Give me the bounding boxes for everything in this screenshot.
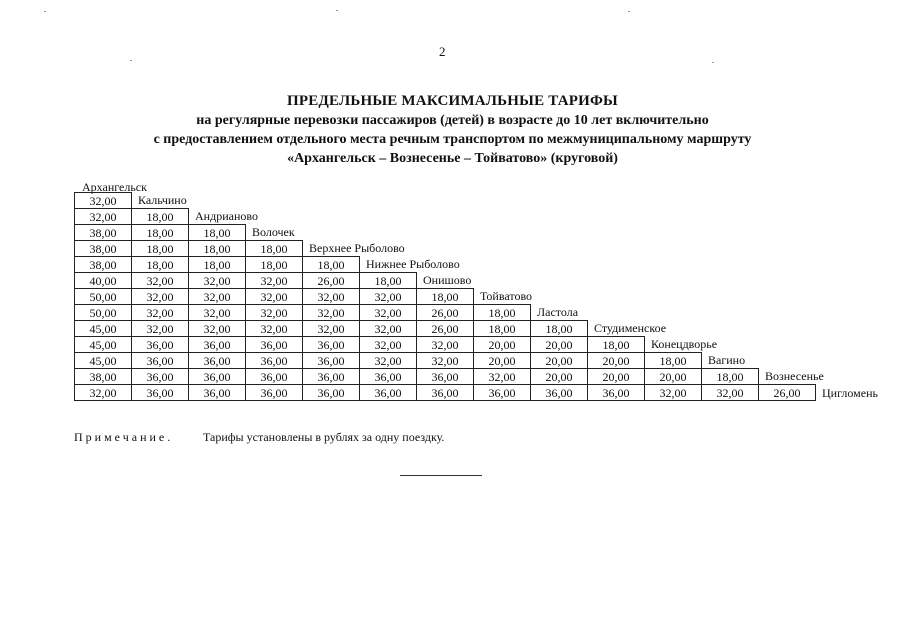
fare-cell: 32,00: [360, 321, 417, 337]
fare-cell: 18,00: [132, 241, 189, 257]
fare-cell: 32,00: [75, 209, 132, 225]
fare-cell: 36,00: [360, 369, 417, 385]
fare-cell: 18,00: [474, 305, 531, 321]
stop-name: Конецдворье: [651, 337, 718, 352]
fare-cell: 20,00: [474, 353, 531, 369]
fare-cell: 36,00: [417, 385, 474, 401]
fare-cell: 18,00: [189, 241, 246, 257]
scan-speck: [628, 11, 630, 12]
document-title: [0, 92, 905, 168]
fare-row: [75, 225, 886, 241]
note-text: Тарифы установлены в рублях за одну поездку.: [203, 430, 445, 444]
fare-cell: 36,00: [588, 385, 645, 401]
fare-cell: 18,00: [132, 225, 189, 241]
fare-cell: 36,00: [360, 385, 417, 401]
fare-cell: 32,00: [645, 385, 702, 401]
fare-cell: 32,00: [189, 273, 246, 289]
origin-stop-label: Архангельск: [82, 180, 147, 194]
stop-name: Вагино: [708, 353, 746, 368]
fare-cell: 50,00: [75, 305, 132, 321]
fare-row: [75, 321, 886, 337]
stop-name: Вознесенье: [765, 369, 824, 384]
fare-cell: 26,00: [303, 273, 360, 289]
stop-name: Цигломень: [822, 385, 878, 400]
fare-cell: 36,00: [474, 385, 531, 401]
fare-cell: 18,00: [303, 257, 360, 273]
scan-speck: [130, 60, 132, 61]
stop-name: Кальчино: [138, 193, 187, 208]
fare-cell: 32,00: [75, 193, 132, 209]
fare-cell: 36,00: [531, 385, 588, 401]
title-line-1: ПРЕДЕЛЬНЫЕ МАКСИМАЛЬНЫЕ ТАРИФЫ: [287, 93, 618, 109]
fare-cell: 32,00: [246, 305, 303, 321]
fare-cell: 38,00: [75, 241, 132, 257]
fare-row: [75, 257, 886, 273]
fare-cell: 38,00: [75, 369, 132, 385]
fare-cell: 20,00: [474, 337, 531, 353]
fare-cell: 36,00: [303, 369, 360, 385]
fare-cell: 18,00: [132, 209, 189, 225]
fare-cell: 50,00: [75, 289, 132, 305]
fare-cell: 40,00: [75, 273, 132, 289]
end-divider: [400, 475, 482, 476]
fare-row: [75, 305, 886, 321]
fare-cell: 32,00: [303, 305, 360, 321]
fare-cell: 18,00: [645, 353, 702, 369]
stop-name: Верхнее Рыболово: [309, 241, 405, 256]
fare-row: [75, 273, 886, 289]
stop-name: Андрианово: [195, 209, 258, 224]
fare-cell: 26,00: [759, 385, 816, 401]
fare-cell: 45,00: [75, 337, 132, 353]
fare-cell: 20,00: [588, 369, 645, 385]
fare-cell: 18,00: [474, 321, 531, 337]
fare-cell: 36,00: [303, 353, 360, 369]
stop-name: Нижнее Рыболово: [366, 257, 460, 272]
fare-cell: 32,00: [189, 289, 246, 305]
fare-cell: 32,00: [132, 321, 189, 337]
fare-cell: 36,00: [132, 337, 189, 353]
page-number: 2: [439, 44, 446, 59]
fare-cell: 36,00: [246, 337, 303, 353]
fare-cell: 20,00: [588, 353, 645, 369]
fare-cell: 36,00: [132, 369, 189, 385]
fare-row: [75, 337, 886, 353]
fare-row: [75, 369, 886, 385]
fare-cell: 36,00: [246, 385, 303, 401]
fare-cell: 20,00: [645, 369, 702, 385]
fare-cell: 36,00: [189, 337, 246, 353]
fare-cell: 36,00: [417, 369, 474, 385]
fare-cell: 36,00: [303, 385, 360, 401]
scan-speck: [44, 11, 46, 12]
fare-cell: 32,00: [702, 385, 759, 401]
note: [74, 430, 445, 445]
title-line-2: на регулярные перевозки пассажиров (детей) в возрасте до 10 лет включительно: [196, 113, 709, 128]
fare-cell: 32,00: [360, 289, 417, 305]
fare-cell: 18,00: [531, 321, 588, 337]
stop-name: Студименское: [594, 321, 667, 336]
fare-table: [74, 192, 886, 401]
fare-cell: 32,00: [360, 337, 417, 353]
fare-row: [75, 209, 886, 225]
fare-cell: 36,00: [189, 385, 246, 401]
fare-cell: 38,00: [75, 257, 132, 273]
fare-row: [75, 289, 886, 305]
fare-cell: 36,00: [132, 353, 189, 369]
title-line-3: с предоставлением отдельного места речным транспортом по межмуниципальному маршруту: [153, 132, 752, 147]
fare-cell: 32,00: [132, 289, 189, 305]
fare-cell: 36,00: [303, 337, 360, 353]
fare-row: [75, 241, 886, 257]
fare-cell: 18,00: [702, 369, 759, 385]
title-line-4: «Архангельск – Вознесенье – Тойватово» (круговой): [287, 151, 618, 166]
stop-name: Ластола: [537, 305, 579, 320]
fare-cell: 20,00: [531, 353, 588, 369]
fare-row: [75, 385, 886, 401]
stop-name: Онишово: [423, 273, 472, 288]
fare-cell: 38,00: [75, 225, 132, 241]
fare-cell: 32,00: [189, 321, 246, 337]
fare-cell: 36,00: [189, 369, 246, 385]
stop-name: Тойватово: [480, 289, 533, 304]
fare-cell: 36,00: [246, 353, 303, 369]
fare-cell: 32,00: [360, 305, 417, 321]
fare-cell: 32,00: [246, 289, 303, 305]
fare-cell: 32,00: [417, 337, 474, 353]
fare-cell: 18,00: [588, 337, 645, 353]
fare-cell: 32,00: [132, 273, 189, 289]
fare-cell: 18,00: [417, 289, 474, 305]
fare-cell: 45,00: [75, 353, 132, 369]
fare-cell: 32,00: [246, 321, 303, 337]
fare-cell: 32,00: [417, 353, 474, 369]
fare-cell: 32,00: [189, 305, 246, 321]
fare-cell: 18,00: [189, 257, 246, 273]
fare-row: [75, 193, 886, 209]
fare-cell: 32,00: [132, 305, 189, 321]
fare-cell: 18,00: [246, 257, 303, 273]
fare-cell: 18,00: [360, 273, 417, 289]
scan-speck: [336, 10, 338, 11]
fare-cell: 36,00: [132, 385, 189, 401]
fare-cell: 20,00: [531, 369, 588, 385]
fare-cell: 32,00: [75, 385, 132, 401]
fare-cell: 32,00: [303, 289, 360, 305]
fare-cell: 18,00: [246, 241, 303, 257]
note-label: Примечание.: [74, 430, 174, 444]
fare-cell: 36,00: [246, 369, 303, 385]
fare-cell: 32,00: [474, 369, 531, 385]
fare-cell: 18,00: [189, 225, 246, 241]
fare-cell: 32,00: [360, 353, 417, 369]
fare-cell: 32,00: [246, 273, 303, 289]
fare-cell: 26,00: [417, 321, 474, 337]
fare-cell: 18,00: [132, 257, 189, 273]
fare-cell: 45,00: [75, 321, 132, 337]
fare-cell: 20,00: [531, 337, 588, 353]
scan-speck: [712, 62, 714, 63]
stop-name: Волочек: [252, 225, 295, 240]
fare-cell: 26,00: [417, 305, 474, 321]
fare-row: [75, 353, 886, 369]
fare-cell: 36,00: [189, 353, 246, 369]
fare-cell: 32,00: [303, 321, 360, 337]
